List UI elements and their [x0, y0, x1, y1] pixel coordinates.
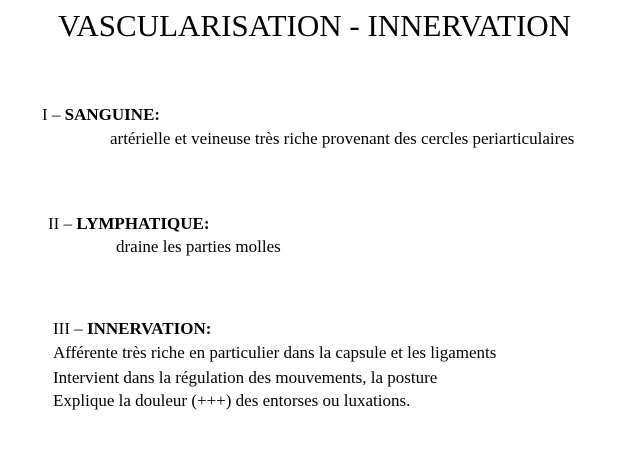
- section-heading-innervation: [53, 318, 211, 340]
- section-text-line: draine les parties molles: [116, 237, 281, 256]
- section-number: II –: [48, 214, 77, 233]
- section-text-line: Explique la douleur (+++) des entorses ou luxations.: [53, 391, 411, 410]
- section-heading-lymphatique: [48, 213, 210, 235]
- section-heading-label: LYMPHATIQUE:: [76, 214, 210, 233]
- section-heading-label: INNERVATION:: [86, 319, 212, 338]
- section-number: III –: [53, 319, 87, 338]
- section-text-line: artérielle et veineuse très riche provenant des cercles periarticulaires: [110, 129, 575, 148]
- section-number: I –: [42, 105, 65, 124]
- section-heading-label: SANGUINE:: [64, 105, 161, 124]
- section-text-line: Afférente très riche en particulier dans la capsule et les ligaments: [53, 343, 497, 362]
- page-title: VASCULARISATION - INNERVATION: [58, 8, 572, 43]
- section-text-line: Intervient dans la régulation des mouvements, la posture: [53, 368, 438, 387]
- section-heading-sanguine: [42, 104, 160, 126]
